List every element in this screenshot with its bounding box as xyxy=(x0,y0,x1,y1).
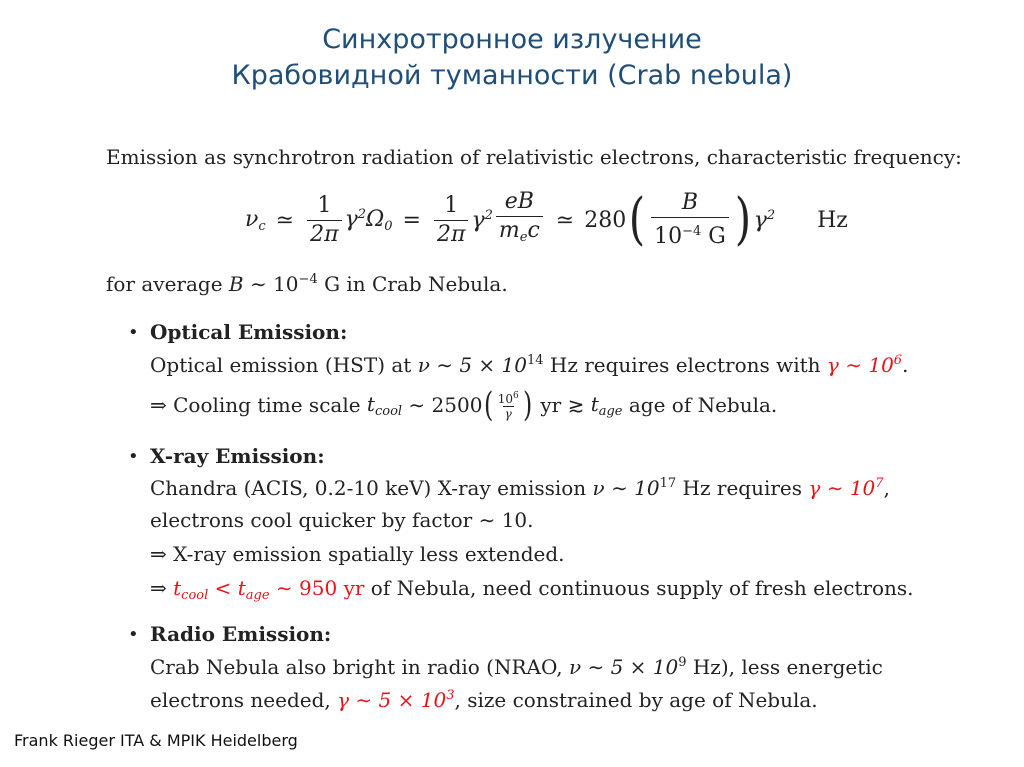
eq-frac-2: $\frac{1}{2\pi}$ xyxy=(434,193,468,248)
optical-bullet: • xyxy=(128,322,139,343)
eq-paren-open: ( xyxy=(628,187,646,252)
eq-equals: = xyxy=(402,207,421,233)
xray-bullet: • xyxy=(128,446,139,467)
synchrotron-frequency-equation xyxy=(245,186,848,254)
eq-frac-4: $\frac{B}{10^{-4} G}$ xyxy=(651,190,729,250)
optical-line-1: Optical emission (HST) at ν ∼ $5 \times 10^{14}$ Hz requires electrons with γ ∼ $10^6$. xyxy=(150,353,909,377)
title-line-1: Синхротронное излучение xyxy=(322,24,702,55)
slide-footer: Frank Rieger ITA & MPIK Heidelberg xyxy=(14,731,298,750)
title-line-2: Крабовидной туманности (Crab nebula) xyxy=(231,60,793,91)
xray-line-4: ⇒ $t_{cool} < t_{age}$ ∼ 950 yr of Nebula, need continuous supply of fresh electrons. xyxy=(150,576,914,603)
xray-heading: X-ray Emission: xyxy=(150,444,325,468)
eq-coefficient: 280 xyxy=(584,207,627,233)
xray-line-3: ⇒ X-ray emission spatially less extended. xyxy=(150,542,565,566)
eq-paren-close: ) xyxy=(734,187,751,252)
eq-gamma-omega: $\gamma^2\Omega_0$ xyxy=(344,206,393,234)
eq-lhs: $\nu_c$ xyxy=(245,206,266,234)
eq-frac-3: $\frac{eB}{m_ec}$ xyxy=(496,189,543,251)
xray-line-2: electrons cool quicker by factor ∼ 10. xyxy=(150,508,534,532)
optical-heading: Optical Emission: xyxy=(150,320,348,344)
intro-text: Emission as synchrotron radiation of relativistic electrons, characteristic frequency: xyxy=(106,145,962,169)
xray-line-1: Chandra (ACIS, 0.2-10 keV) X-ray emission ν ∼ $10^{17}$ Hz requires γ ∼ $10^7$, xyxy=(150,476,890,500)
optical-line-2: ⇒ Cooling time scale $t_{cool}$ ∼ 2500 ( $\frac{10^6}{\gamma}$ ) yr ≳ $t_{age}$ age of Nebula. xyxy=(150,385,778,425)
radio-bullet: • xyxy=(128,624,139,645)
slide-title xyxy=(0,22,1024,94)
eq-approx-1: ≃ xyxy=(275,207,295,233)
radio-line-2: electrons needed, γ ∼ $5 \times 10^3$, size constrained by age of Nebula. xyxy=(150,688,818,712)
radio-heading: Radio Emission: xyxy=(150,622,332,646)
eq-frac-1: $\frac{1}{2\pi}$ xyxy=(307,193,341,248)
average-b-line: for average B ∼ $10^{-4}$ G in Crab Nebula. xyxy=(106,272,508,296)
eq-gamma-sq-2: $\gamma^2$ xyxy=(753,207,776,233)
eq-gamma-sq: $\gamma^2$ xyxy=(471,207,493,233)
eq-approx-2: ≃ xyxy=(555,207,575,233)
radio-line-1: Crab Nebula also bright in radio (NRAO, ν ∼ $5 \times 10^9$ Hz), less energetic xyxy=(150,655,883,679)
eq-unit: Hz xyxy=(817,207,848,233)
